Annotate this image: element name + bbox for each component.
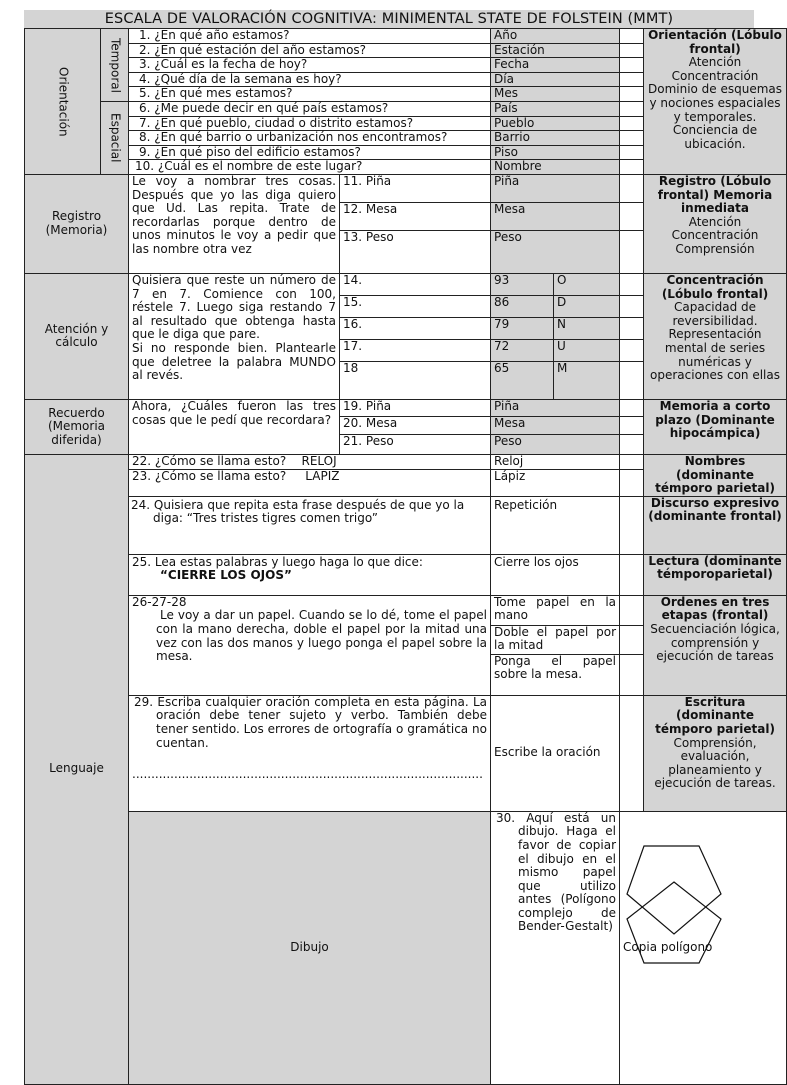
question-29-text: 29. Escriba cualquier oración completa en esta página. La oración debe tener sujeto y verbo. También debe tener sentido. Los errores de ortografía o gramática no cuentan. — [134, 694, 488, 750]
orientacion-domain: Orientación (Lóbulo frontal) Atención Concentración Dominio de esquemas y nociones espaciales y temporales. Conciencia de ubicación. — [644, 29, 787, 175]
section-recuerdo-label: Recuerdo (Memoria diferida) — [25, 399, 129, 454]
answer: Mes — [491, 87, 620, 102]
section-registro-label: Registro (Memoria) — [25, 174, 129, 273]
question: 15. — [340, 295, 491, 317]
answer: Ponga el papel sobre la mesa. — [491, 654, 620, 695]
atencion-instruction-2: Si no responde bien. Plantearle que deletree la palabra MUNDO al revés. — [132, 340, 336, 383]
question: 10. ¿Cuál es el nombre de este lugar? — [129, 160, 491, 175]
question: 8. ¿En qué barrio o urbanización nos encontramos? — [129, 131, 491, 146]
temporal-label: Temporal — [101, 29, 129, 102]
answer: Año — [491, 29, 620, 44]
answer: Doble el papel por la mitad — [491, 625, 620, 654]
answer: Nombre — [491, 160, 620, 175]
question: 9. ¿En qué piso del edificio estamos? — [129, 145, 491, 160]
question: 12. Mesa — [340, 202, 491, 230]
mmse-form — [24, 10, 783, 1085]
answer: Repetición — [491, 496, 620, 554]
answer: Mesa — [491, 202, 620, 230]
question: 5. ¿En qué mes estamos? — [129, 87, 491, 102]
registro-instruction: Le voy a nombrar tres cosas. Después que yo las diga quiero que Ud. Las repita. Trate de recordarlas porque dentro de unos minutos le voy a pedir que las nombre otra vez — [129, 174, 340, 273]
question-26-28 — [129, 595, 491, 695]
question-22: 22. ¿Cómo se llama esto? RELOJ — [129, 454, 491, 469]
score-cell[interactable] — [620, 116, 644, 131]
question: 13. Peso — [340, 230, 491, 273]
letter: O — [554, 273, 620, 295]
score-cell[interactable] — [620, 295, 644, 317]
answer: Cierre los ojos — [491, 554, 620, 595]
score-cell[interactable] — [620, 202, 644, 230]
letter: U — [554, 339, 620, 361]
letter: M — [554, 361, 620, 399]
answer: 72 — [491, 339, 554, 361]
score-cell[interactable] — [620, 230, 644, 273]
question-26-number: 26-27-28 — [132, 594, 187, 609]
score-cell[interactable] — [620, 43, 644, 58]
score-cell[interactable] — [620, 434, 644, 454]
discurso-domain: Discurso expresivo (dominante frontal) — [644, 496, 787, 554]
letter: D — [554, 295, 620, 317]
atencion-instruction-1: Quisiera que reste un número de 7 en 7. Comience con 100, réstele 7. Luego siga restando 7 al resultado que obtenga hasta que le diga que pare. — [132, 272, 336, 342]
question: 2. ¿En qué estación del año estamos? — [129, 43, 491, 58]
question-29 — [129, 695, 491, 811]
score-cell[interactable] — [620, 160, 644, 175]
answer: 86 — [491, 295, 554, 317]
question: 18 — [340, 361, 491, 399]
score-cell[interactable] — [620, 273, 644, 295]
question-25 — [129, 554, 491, 595]
espacial-label: Espacial — [101, 101, 129, 174]
letter: N — [554, 317, 620, 339]
score-cell[interactable] — [620, 72, 644, 87]
score-cell[interactable] — [620, 454, 644, 469]
question: 7. ¿En qué pueblo, ciudad o distrito estamos? — [129, 116, 491, 131]
registro-domain: Registro (Lóbulo frontal) Memoria inmediata Atención Concentración Comprensión — [644, 174, 787, 273]
score-cell[interactable] — [620, 625, 644, 654]
upper-hexagon — [627, 846, 721, 934]
question: 11. Piña — [340, 174, 491, 202]
answer: 93 — [491, 273, 554, 295]
question-25-command: “CIERRE LOS OJOS” — [160, 568, 292, 583]
score-cell[interactable] — [620, 695, 644, 811]
answer: Estación — [491, 43, 620, 58]
score-cell[interactable] — [620, 101, 644, 116]
answer: Día — [491, 72, 620, 87]
section-dibujo-label: Dibujo — [129, 811, 491, 1084]
answer: País — [491, 101, 620, 116]
section-orientacion-label: Orientación — [25, 29, 101, 175]
section-lenguaje-label: Lenguaje — [25, 454, 129, 1084]
question: 20. Mesa — [340, 416, 491, 434]
bender-polygon-figure — [619, 844, 729, 966]
score-cell[interactable] — [620, 58, 644, 73]
question-26-text: Le voy a dar un papel. Cuando se lo dé, tome el papel con la mano derecha, doble el papel por la mitad una vez con las dos manos y luego ponga el papel sobre la mesa. — [156, 608, 488, 664]
question: 17. — [340, 339, 491, 361]
question: 6. ¿Me puede decir en qué país estamos? — [129, 101, 491, 116]
score-cell[interactable] — [620, 87, 644, 102]
form-title: ESCALA DE VALORACIÓN COGNITIVA: MINIMENTAL STATE DE FOLSTEIN (MMT) — [24, 10, 754, 28]
answer: Piña — [491, 399, 620, 416]
answer: 79 — [491, 317, 554, 339]
question: 19. Piña — [340, 399, 491, 416]
answer: Escribe la oración — [491, 695, 620, 811]
recuerdo-domain: Memoria a corto plazo (Dominante hipocámpica) — [644, 399, 787, 454]
section-atencion-label: Atención y cálculo — [25, 273, 129, 399]
score-cell[interactable] — [620, 554, 644, 595]
answer: Piso — [491, 145, 620, 160]
question-30 — [491, 811, 620, 1084]
atencion-instruction — [129, 273, 340, 399]
nombres-domain: Nombres (dominante témporo parietal) — [644, 454, 787, 496]
escritura-domain: Escritura (dominante témporo parietal) Comprensión, evaluación, planeamiento y ejecución de tareas. — [644, 695, 787, 811]
answer: Reloj — [491, 454, 620, 469]
question-23: 23. ¿Cómo se llama esto? LAPIZ — [129, 470, 491, 497]
question: 16. — [340, 317, 491, 339]
answer: Copia polígono — [620, 811, 787, 1084]
atencion-domain: Concentración (Lóbulo frontal) Capacidad de reversibilidad. Representación mental de series numéricas y operaciones con ellas — [644, 273, 787, 399]
answer: Barrio — [491, 131, 620, 146]
question-30-text: 30. Aquí está un dibujo. Haga el favor de copiar el dibujo en el mismo papel que utilizo antes (Polígono complejo de Bender-Gestalt) — [496, 810, 617, 934]
score-cell[interactable] — [620, 131, 644, 146]
score-cell[interactable] — [620, 29, 644, 44]
answer: Pueblo — [491, 116, 620, 131]
score-cell[interactable] — [620, 174, 644, 202]
answer: Fecha — [491, 58, 620, 73]
question-24: 24. Quisiera que repita esta frase después de que yo la diga: “Tres tristes tigres comen trigo” — [129, 496, 491, 554]
answer: Lápiz — [491, 470, 620, 497]
mmse-table — [24, 28, 787, 1085]
question: 14. — [340, 273, 491, 295]
lectura-domain: Lectura (dominante témporoparietal) — [644, 554, 787, 595]
score-cell[interactable] — [620, 317, 644, 339]
answer: Peso — [491, 230, 620, 273]
answer: Piña — [491, 174, 620, 202]
score-cell[interactable] — [620, 595, 644, 625]
question: 3. ¿Cuál es la fecha de hoy? — [129, 58, 491, 73]
recuerdo-instruction: Ahora, ¿Cuáles fueron las tres cosas que le pedí que recordara? — [129, 399, 340, 454]
score-cell[interactable] — [620, 496, 644, 554]
lower-hexagon — [627, 882, 721, 963]
answer: 65 — [491, 361, 554, 399]
score-cell[interactable] — [620, 416, 644, 434]
answer: Mesa — [491, 416, 620, 434]
score-cell[interactable] — [620, 339, 644, 361]
answer: Peso — [491, 434, 620, 454]
writing-line[interactable]: ............................................................................................ — [132, 767, 483, 782]
question: 21. Peso — [340, 434, 491, 454]
score-cell[interactable] — [620, 361, 644, 399]
question: 1. ¿En qué año estamos? — [129, 29, 491, 44]
score-cell[interactable] — [620, 470, 644, 497]
score-cell[interactable] — [620, 145, 644, 160]
question: 4. ¿Qué día de la semana es hoy? — [129, 72, 491, 87]
ordenes-domain: Ordenes en tres etapas (frontal) Secuenciación lógica, comprensión y ejecución de tareas — [644, 595, 787, 695]
score-cell[interactable] — [620, 654, 644, 695]
score-cell[interactable] — [620, 399, 644, 416]
question-25-text: 25. Lea estas palabras y luego haga lo que dice: — [132, 554, 423, 569]
answer: Tome papel en la mano — [491, 595, 620, 625]
